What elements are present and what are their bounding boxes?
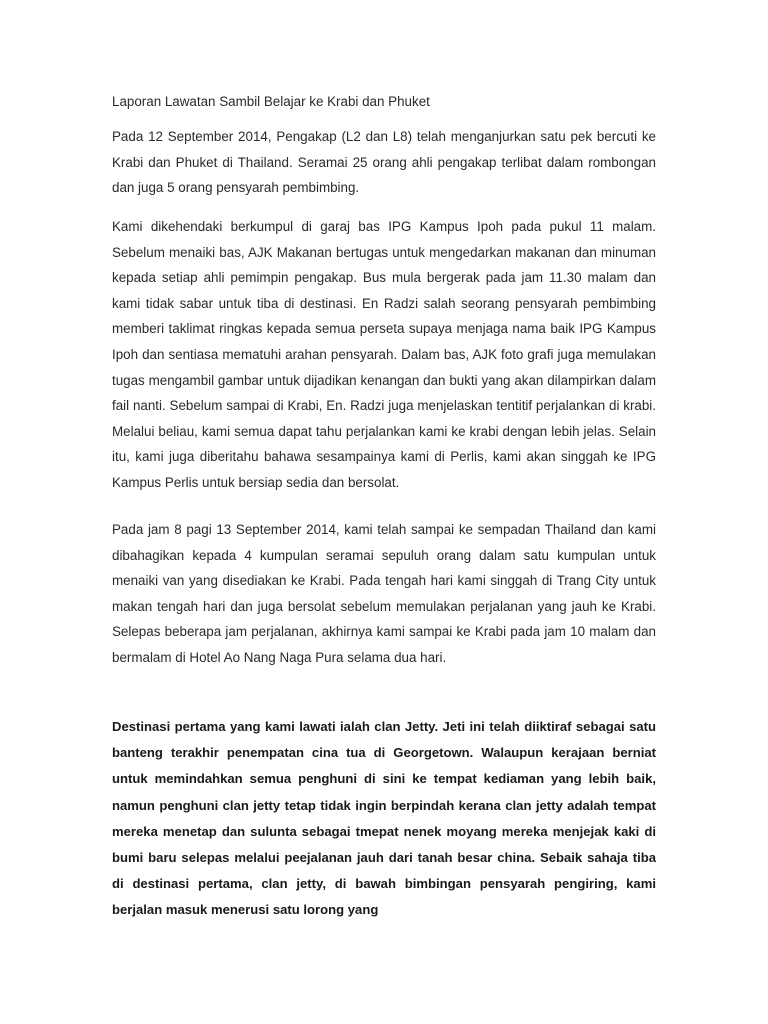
paragraph-intro: Pada 12 September 2014, Pengakap (L2 dan L8) telah menganjurkan satu pek bercuti ke Krabi dan Phuket di Thailand. Seramai 25 orang ahli pengakap terlibat dalam rombongan dan juga 5 orang pensyarah pembimbing. bbox=[112, 129, 656, 196]
paragraph-departure: Kami dikehendaki berkumpul di garaj bas IPG Kampus Ipoh pada pukul 11 malam. Sebelum menaiki bas, AJK Makanan bertugas untuk mengedarkan makanan dan minuman kepada setiap ahli pemimpin pengakap. Bus mula bergerak pada jam 11.30 malam dan kami tidak sabar untuk tiba di destinasi. En Radzi salah seorang pensyarah pembimbing memberi taklimat ringkas kepada semua perseta supaya menjaga nama baik IPG Kampus Ipoh dan sentiasa mematuhi arahan pensyarah. Dalam bas, AJK foto grafi juga memulakan tugas mengambil gambar untuk dijadikan kenangan dan bukti yang akan dilampirkan dalam fail nanti. Sebelum sampai di Krabi, En. Radzi juga menjelaskan tentitif perjalankan di krabi. Melalui beliau, kami semua dapat tahu perjalankan kami ke krabi dengan lebih jelas. Selain itu, kami juga diberitahu bahawa sesampainya kami di Perlis, kami akan singgah ke IPG Kampus Perlis untuk bersiap sedia dan bersolat. bbox=[112, 219, 656, 490]
document-title: Laporan Lawatan Sambil Belajar ke Krabi dan Phuket bbox=[112, 94, 430, 109]
paragraph-destination-bold: Destinasi pertama yang kami lawati ialah clan Jetty. Jeti ini telah diiktiraf sebagai satu banteng terakhir penempatan cina tua di Georgetown. Walaupun kerajaan berniat untuk memindahkan semua penghuni di sini ke tempat kediaman yang lebih baik, namun penghuni clan jetty tetap tidak ingin berpindah kerana clan jetty adalah tempat mereka menetap dan sulunta sebagai tmepat nenek moyang mereka menjejak kaki di bumi baru selepas melalui peejalanan jauh dari tanah besar china. Sebaik sahaja tiba di destinasi pertama, clan jetty, di bawah bimbingan pensyarah pengiring, kami berjalan masuk menerusi satu lorong yang bbox=[112, 719, 656, 918]
paragraph-arrival: Pada jam 8 pagi 13 September 2014, kami telah sampai ke sempadan Thailand dan kami dibahagikan kepada 4 kumpulan seramai sepuluh orang dalam satu kumpulan untuk menaiki van yang disediakan ke Krabi. Pada tengah hari kami singgah di Trang City untuk makan tengah hari dan juga bersolat sebelum memulakan perjalanan yang jauh ke Krabi. Selepas beberapa jam perjalanan, akhirnya kami sampai ke Krabi pada jam 10 malam dan bermalam di Hotel Ao Nang Naga Pura selama dua hari. bbox=[112, 522, 656, 665]
